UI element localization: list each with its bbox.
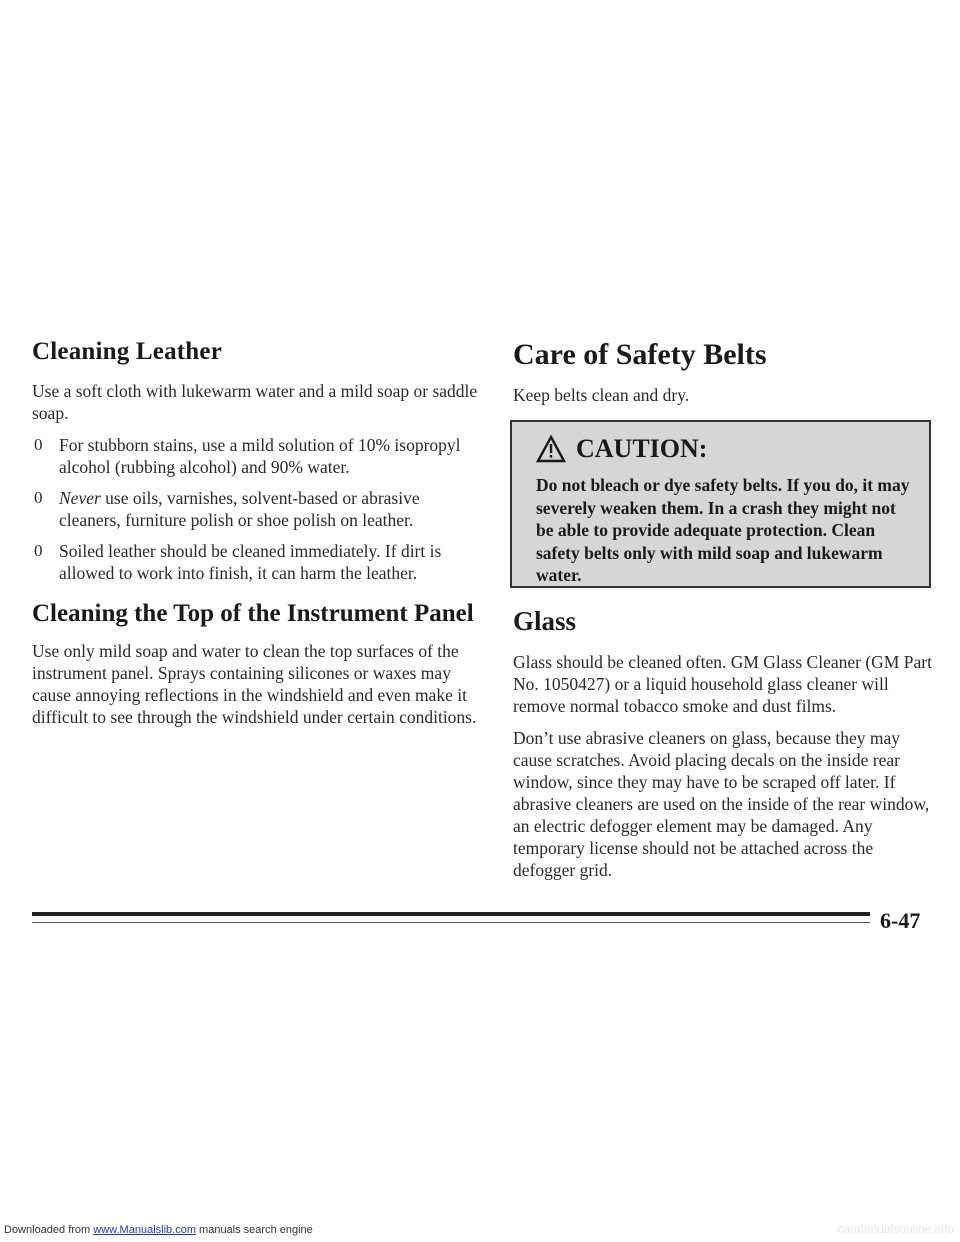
bullet-marker: 0 [34, 435, 43, 454]
footer-suffix: manuals search engine [195, 1224, 313, 1236]
bullet-text: use oils, varnishes, solvent-based or abrasive cleaners, furniture polish or shoe polish on leather. [59, 488, 420, 530]
caution-box [510, 420, 931, 588]
heading-glass: Glass [513, 606, 577, 636]
bullet-text: For stubborn stains, use a mild solution of 10% isopropyl alcohol (rubbing alcohol) and 90% water. [59, 435, 461, 477]
list-item [32, 434, 480, 478]
caution-header [536, 434, 915, 464]
heading-instrument-panel: Cleaning the Top of the Instrument Panel [32, 600, 474, 627]
caution-text: Do not bleach or dye safety belts. If you do, it may severely weaken them. In a crash they might not be able to provide adequate protection. Clean safety belts only with mild soap and lukewarm water. [536, 475, 910, 585]
bullet-marker: 0 [34, 488, 43, 507]
glass-paragraph-1: Glass should be cleaned often. GM Glass Cleaner (GM Part No. 1050427) or a liquid household glass cleaner will remove normal tobacco smoke and dust films. [513, 652, 932, 716]
instrument-panel-text: Use only mild soap and water to clean the top surfaces of the instrument panel. Sprays containing silicones or waxes may cause annoying reflections in the windshield and even make it difficult to see through the windshield under certain conditions. [32, 641, 477, 727]
download-footer [4, 1224, 313, 1236]
list-item [32, 540, 480, 584]
left-column [32, 338, 480, 738]
leather-bullets [32, 434, 480, 584]
leather-intro: Use a soft cloth with lukewarm water and a mild soap or saddle soap. [32, 381, 478, 423]
page-number: 6-47 [880, 908, 921, 933]
bullet-text: Soiled leather should be cleaned immediately. If dirt is allowed to work into finish, it can harm the leather. [59, 541, 442, 583]
belts-text: Keep belts clean and dry. [513, 385, 690, 405]
footer-prefix: Downloaded from [4, 1224, 94, 1236]
right-column [513, 338, 933, 891]
manualslib-link[interactable]: www.Manualslib.com [93, 1224, 196, 1236]
caution-title: CAUTION: [576, 434, 708, 463]
footer-rule-thin [32, 922, 870, 923]
warning-triangle-icon [536, 435, 566, 463]
watermark-text: carmanualsonline.info [837, 1222, 954, 1236]
bullet-emphasis: Never [59, 488, 101, 508]
heading-cleaning-leather: Cleaning Leather [32, 338, 222, 365]
bullet-marker: 0 [34, 541, 43, 560]
glass-paragraph-2: Don’t use abrasive cleaners on glass, because they may cause scratches. Avoid placing decals on the inside rear window, since they may have to be scraped off later. If abrasive cleaners are used on the inside of the rear window, an electric defogger element may be damaged. Any temporary license should not be attached across the defogger grid. [513, 728, 930, 880]
list-item [32, 487, 480, 531]
heading-safety-belts: Care of Safety Belts [513, 338, 767, 371]
footer-rule-thick [32, 912, 870, 916]
